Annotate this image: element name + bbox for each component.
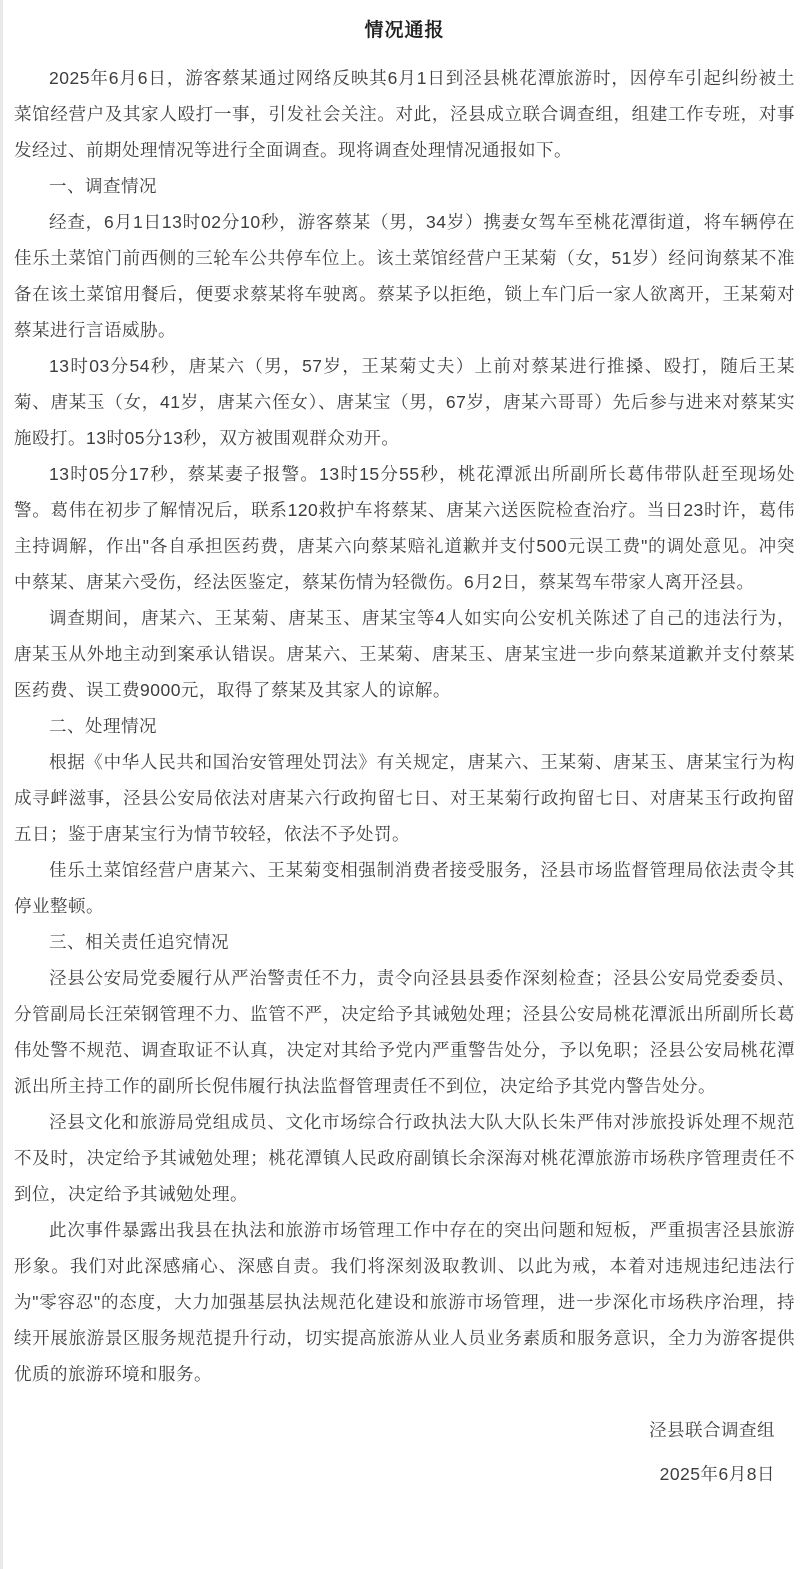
body-paragraph: 泾县公安局党委履行从严治警责任不力，责令向泾县县委作深刻检查；泾县公安局党委委员、分管副局长汪荣钢管理不力、监管不严，决定给予其诫勉处理；泾县公安局桃花潭派出所副所长葛伟处警不规范、调查取证不认真，决定对其给予党内严重警告处分，予以免职；泾县公安局桃花潭派出所主持工作的副所长倪伟履行执法监督管理责任不到位，决定给予其党内警告处分。 [14,968,795,1096]
body-paragraph: 此次事件暴露出我县在执法和旅游市场管理工作中存在的突出问题和短板，严重损害泾县旅游形象。我们对此深感痛心、深感自责。我们将深刻汲取教训、以此为戒，本着对违规违纪违法行为"零容忍"的态度，大力加强基层执法规范化建设和旅游市场管理，进一步深化市场秩序治理，持续开展旅游景区服务规范提升行动，切实提高旅游从业人员业务素质和服务意识，全力为游客提供优质的旅游环境和服务。 [14,1220,795,1384]
body-paragraph: 2025年6月6日，游客蔡某通过网络反映其6月1日到泾县桃花潭旅游时，因停车引起纠纷被土菜馆经营户及其家人殴打一事，引发社会关注。对此，泾县成立联合调查组，组建工作专班，对事发经过、前期处理情况等进行全面调查。现将调查处理情况通报如下。 [14,68,795,160]
body-paragraph: 根据《中华人民共和国治安管理处罚法》有关规定，唐某六、王某菊、唐某玉、唐某宝行为构成寻衅滋事，泾县公安局依法对唐某六行政拘留七日、对王某菊行政拘留七日、对唐某玉行政拘留五日；鉴于唐某宝行为情节较轻，依法不予处罚。 [14,752,795,844]
body-paragraph: 调查期间，唐某六、王某菊、唐某玉、唐某宝等4人如实向公安机关陈述了自己的违法行为，唐某玉从外地主动到案承认错误。唐某六、王某菊、唐某玉、唐某宝进一步向蔡某道歉并支付蔡某医药费、误工费9000元，取得了蔡某及其家人的谅解。 [14,608,795,700]
body-paragraph: 佳乐土菜馆经营户唐某六、王某菊变相强制消费者接受服务，泾县市场监督管理局依法责令其停业整顿。 [14,860,795,916]
document-title: 情况通报 [364,20,445,41]
document-footer [14,1408,795,1496]
section-heading: 三、相关责任追究情况 [49,932,229,952]
page-edge-strip [0,0,3,1569]
section-heading: 二、处理情况 [49,716,157,736]
section-heading: 一、调查情况 [49,176,157,196]
document-body [14,60,795,1392]
body-paragraph: 13时03分54秒，唐某六（男，57岁，王某菊丈夫）上前对蔡某进行推搡、殴打，随后王某菊、唐某玉（女，41岁，唐某六侄女）、唐某宝（男，67岁，唐某六哥哥）先后参与进来对蔡某实施殴打。13时05分13秒，双方被围观群众劝开。 [14,356,795,448]
signature-date: 2025年6月8日 [659,1464,775,1484]
signature-issuer: 泾县联合调查组 [649,1420,775,1440]
body-paragraph: 13时05分17秒，蔡某妻子报警。13时15分55秒，桃花潭派出所副所长葛伟带队赶至现场处警。葛伟在初步了解情况后，联系120救护车将蔡某、唐某六送医院检查治疗。当日23时许，葛伟主持调解，作出"各自承担医药费，唐某六向蔡某赔礼道歉并支付500元误工费"的调处意见。冲突中蔡某、唐某六受伤，经法医鉴定，蔡某伤情为轻微伤。6月2日，蔡某驾车带家人离开泾县。 [14,464,795,592]
body-paragraph: 经查，6月1日13时02分10秒，游客蔡某（男，34岁）携妻女驾车至桃花潭街道，将车辆停在佳乐土菜馆门前西侧的三轮车公共停车位上。该土菜馆经营户王某菊（女，51岁）经问询蔡某不准备在该土菜馆用餐后，便要求蔡某将车驶离。蔡某予以拒绝，锁上车门后一家人欲离开，王某菊对蔡某进行言语威胁。 [14,212,795,340]
body-paragraph: 泾县文化和旅游局党组成员、文化市场综合行政执法大队大队长朱严伟对涉旅投诉处理不规范不及时，决定给予其诫勉处理；桃花潭镇人民政府副镇长余深海对桃花潭旅游市场秩序管理责任不到位，决定给予其诫勉处理。 [14,1112,795,1204]
